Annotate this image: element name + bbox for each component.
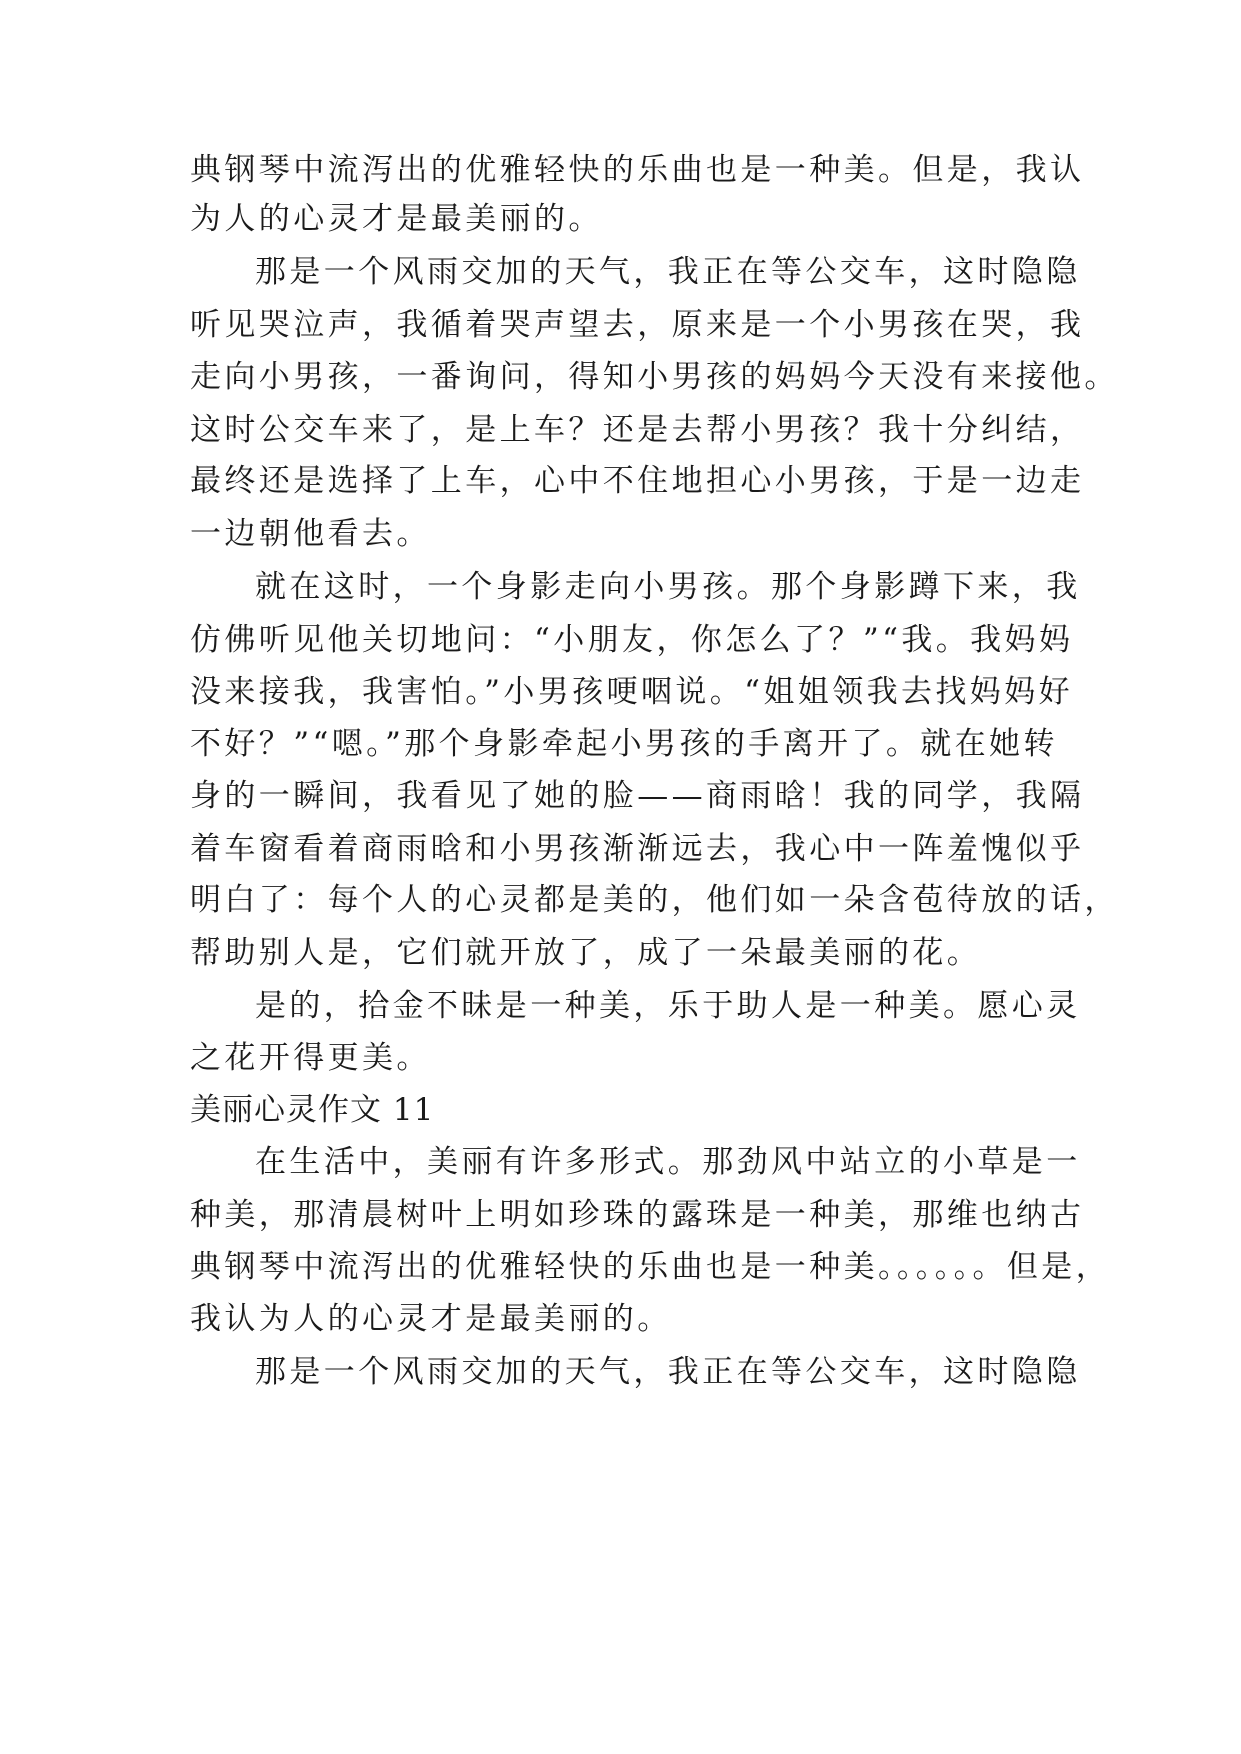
text-line: 那是一个风雨交加的天气，我正在等公交车，这时隐隐 [255, 1354, 1081, 1390]
text-line: 身的一瞬间，我看见了她的脸——商雨晗！我的同学，我隔 [190, 778, 1085, 814]
text-line: 是的，拾金不昧是一种美，乐于助人是一种美。愿心灵 [255, 988, 1081, 1024]
text-line: 明白了：每个人的心灵都是美的，他们如一朵含苞待放的话， [190, 882, 1119, 918]
text-line: 仿佛听见他关切地问：“小朋友，你怎么了？”“我。我妈妈 [190, 622, 1074, 658]
text-line: 帮助别人是，它们就开放了，成了一朵最美丽的花。 [190, 935, 982, 971]
text-line: 在生活中，美丽有许多形式。那劲风中站立的小草是一 [255, 1144, 1081, 1180]
text-line: 之花开得更美。 [190, 1040, 431, 1076]
text-line: 种美，那清晨树叶上明如珍珠的露珠是一种美，那维也纳古 [190, 1197, 1085, 1233]
text-line: 最终还是选择了上车，心中不住地担心小男孩，于是一边走 [190, 463, 1085, 499]
text-line: 不好？”“嗯。”那个身影牵起小男孩的手离开了。就在她转 [190, 726, 1058, 762]
text-line: 典钢琴中流泻出的优雅轻快的乐曲也是一种美。。。。。。但是， [190, 1249, 1111, 1285]
text-line: 这时公交车来了，是上车？还是去帮小男孩？我十分纠结， [190, 412, 1085, 448]
text-line: 走向小男孩，一番询问，得知小男孩的妈妈今天没有来接他。 [190, 359, 1119, 395]
text-line: 听见哭泣声，我循着哭声望去，原来是一个小男孩在哭，我 [190, 307, 1085, 343]
text-line: 一边朝他看去。 [190, 516, 431, 552]
text-line: 那是一个风雨交加的天气，我正在等公交车，这时隐隐 [255, 254, 1081, 290]
text-line: 为人的心灵才是最美丽的。 [190, 201, 603, 237]
text-line: 就在这时，一个身影走向小男孩。那个身影蹲下来，我 [255, 569, 1081, 605]
text-line: 典钢琴中流泻出的优雅轻快的乐曲也是一种美。但是，我认 [190, 152, 1085, 188]
text-line: 着车窗看着商雨晗和小男孩渐渐远去，我心中一阵羞愧似乎 [190, 831, 1085, 867]
text-line: 我认为人的心灵才是最美丽的。 [190, 1301, 672, 1337]
text-line: 没来接我，我害怕。”小男孩哽咽说。“姐姐领我去找妈妈好 [190, 674, 1073, 710]
section-heading: 美丽心灵作文 11 [190, 1092, 435, 1128]
